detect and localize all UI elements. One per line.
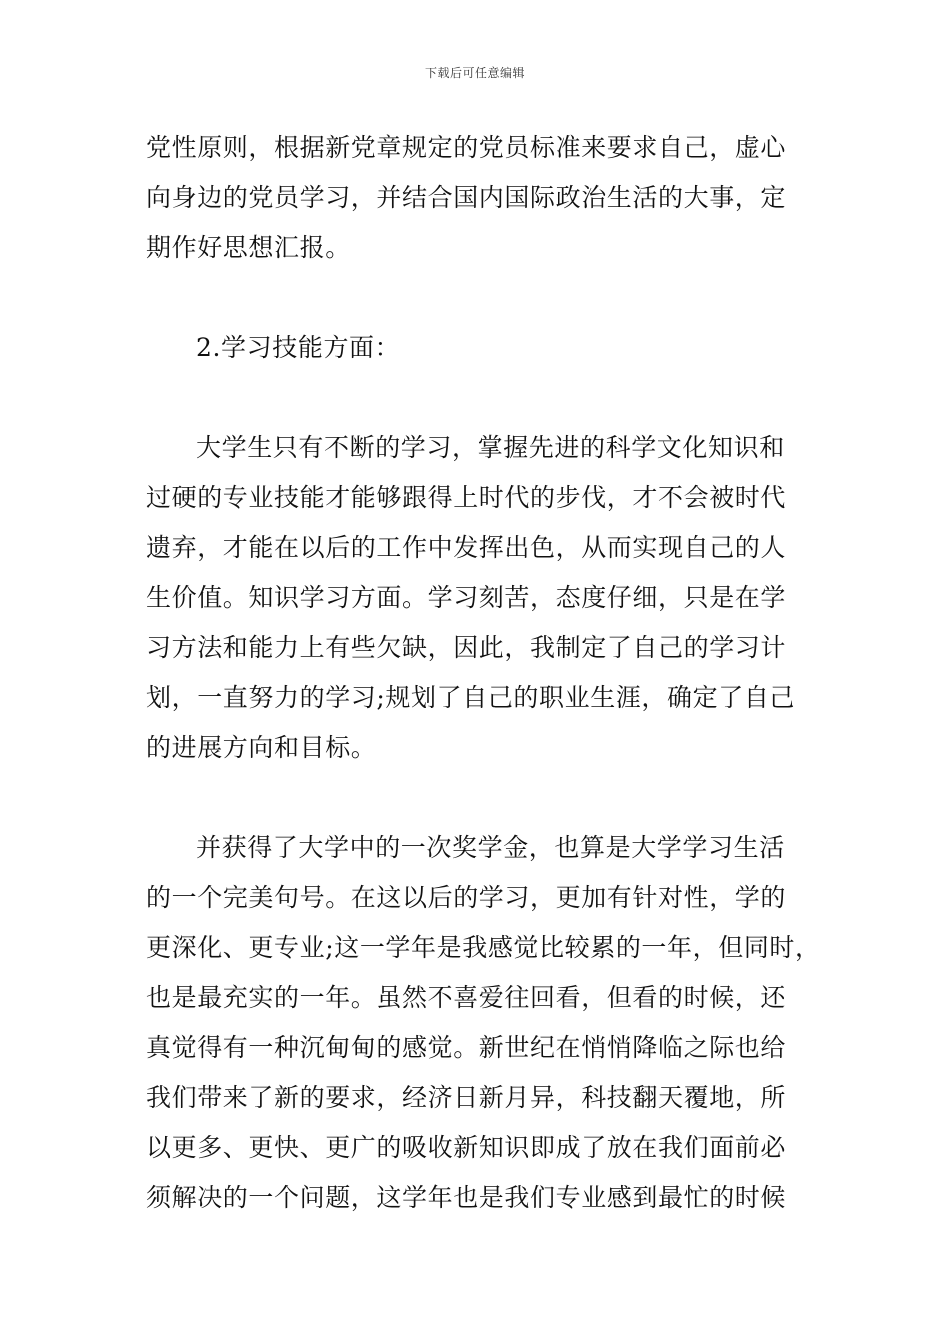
text-line: 习方法和能力上有些欠缺，因此，我制定了自己的学习计 [146, 633, 787, 662]
text-line: 真觉得有一种沉甸甸的感觉。新世纪在悄悄降临之际也给 [146, 1033, 787, 1062]
text-line: 过硬的专业技能才能够跟得上时代的步伐，才不会被时代 [146, 483, 787, 512]
text-line: 期作好思想汇报。 [146, 233, 351, 262]
text-line: 大学生只有不断的学习，掌握先进的科学文化知识和 [196, 433, 785, 462]
text-line: 的一个完美句号。在这以后的学习，更加有针对性，学的 [146, 883, 787, 912]
text-line: 须解决的一个问题，这学年也是我们专业感到最忙的时候 [146, 1183, 787, 1212]
page-header: 下载后可任意编辑 [424, 66, 525, 80]
section-heading: 2.学习技能方面： [196, 333, 401, 362]
text-line: 划，一直努力的学习;规划了自己的职业生涯，确定了自己 [146, 683, 796, 712]
text-line: 向身边的党员学习，并结合国内国际政治生活的大事，定 [146, 183, 787, 212]
text-line: 也是最充实的一年。虽然不喜爱往回看，但看的时候，还 [146, 983, 787, 1012]
text-line: 生价值。知识学习方面。学习刻苦，态度仔细，只是在学 [146, 583, 787, 612]
text-line: 我们带来了新的要求，经济日新月异，科技翻天覆地，所 [146, 1083, 787, 1112]
text-line: 并获得了大学中的一次奖学金，也算是大学学习生活 [196, 833, 785, 862]
text-line: 以更多、更快、更广的吸收新知识即成了放在我们面前必 [146, 1133, 787, 1162]
text-line: 遗弃，才能在以后的工作中发挥出色，从而实现自己的人 [146, 533, 787, 562]
text-line: 党性原则，根据新党章规定的党员标准来要求自己，虚心 [146, 133, 787, 162]
text-line: 更深化、更专业;这一学年是我感觉比较累的一年，但同时， [146, 933, 821, 962]
text-line: 的进展方向和目标。 [146, 733, 377, 762]
